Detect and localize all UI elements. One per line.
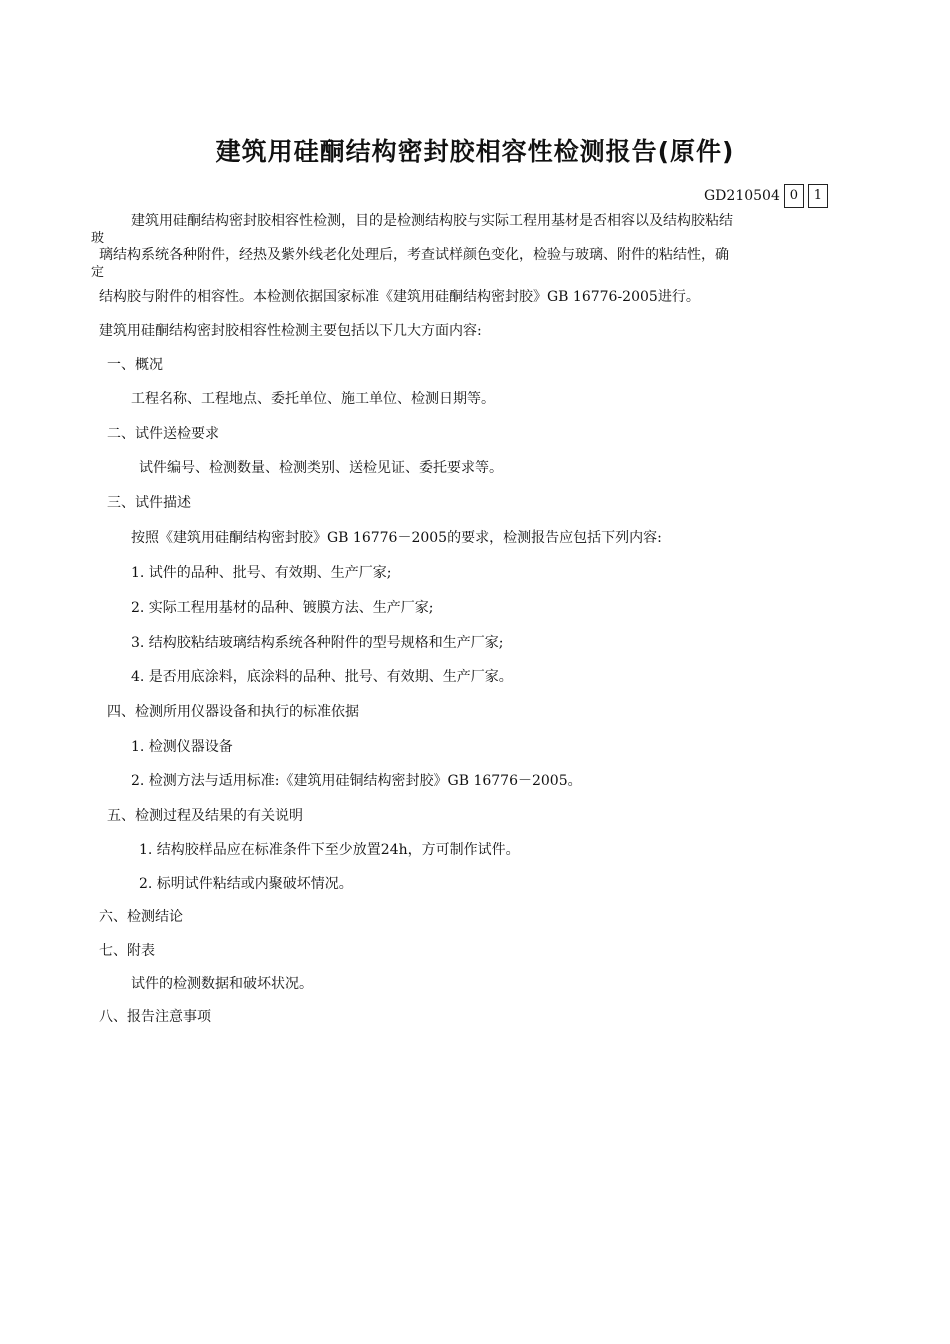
document-code-box-1: 0 <box>784 184 804 208</box>
section-5-heading: 五、检测过程及结果的有关说明 <box>107 808 303 824</box>
intro-line-2-wrap: 定 <box>91 265 105 280</box>
intro-line-4: 建筑用硅酮结构密封胶相容性检测主要包括以下几大方面内容: <box>99 323 482 339</box>
section-4-item-1: 1. 检测仪器设备 <box>131 739 233 755</box>
document-code-box-2: 1 <box>808 184 828 208</box>
intro-line-1-wrap: 玻 <box>91 231 105 246</box>
section-1-content: 工程名称、工程地点、委托单位、施工单位、检测日期等。 <box>131 391 495 407</box>
section-6-heading: 六、检测结论 <box>99 909 183 925</box>
section-3-item-4: 4. 是否用底涂料，底涂料的品种、批号、有效期、生产厂家。 <box>131 669 513 685</box>
section-5-item-2: 2. 标明试件粘结或内聚破坏情况。 <box>139 876 353 892</box>
section-7-content: 试件的检测数据和破坏状况。 <box>131 976 313 992</box>
section-3-item-3: 3. 结构胶粘结玻璃结构系统各种附件的型号规格和生产厂家; <box>131 635 504 651</box>
section-4-item-2: 2. 检测方法与适用标准:《建筑用硅铜结构密封胶》GB 16776－2005。 <box>131 773 582 789</box>
intro-line-2: 璃结构系统各种附件，经热及紫外线老化处理后，考查试样颜色变化，检验与玻璃、附件的粘结性，确 <box>99 247 729 263</box>
document-code <box>704 184 828 208</box>
intro-line-3: 结构胶与附件的相容性。本检测依据国家标准《建筑用硅酮结构密封胶》GB 16776-2005进行。 <box>99 289 700 305</box>
intro-line-1: 建筑用硅酮结构密封胶相容性检测，目的是检测结构胶与实际工程用基材是否相容以及结构胶粘结 <box>131 213 733 229</box>
section-3-item-1: 1. 试件的品种、批号、有效期、生产厂家; <box>131 565 392 581</box>
section-8-heading: 八、报告注意事项 <box>99 1009 211 1025</box>
section-2-content: 试件编号、检测数量、检测类别、送检见证、委托要求等。 <box>139 460 503 476</box>
section-3-heading: 三、试件描述 <box>107 495 191 511</box>
report-title: 建筑用硅酮结构密封胶相容性检测报告(原件) <box>215 137 735 166</box>
section-3-content: 按照《建筑用硅酮结构密封胶》GB 16776－2005的要求，检测报告应包括下列内容: <box>131 530 662 546</box>
section-4-heading: 四、检测所用仪器设备和执行的标准依据 <box>107 704 359 720</box>
section-3-item-2: 2. 实际工程用基材的品种、镀膜方法、生产厂家; <box>131 600 434 616</box>
section-1-heading: 一、概况 <box>107 357 163 373</box>
section-7-heading: 七、附表 <box>99 943 155 959</box>
section-2-heading: 二、试件送检要求 <box>107 426 219 442</box>
document-code-prefix: GD210504 <box>704 188 780 204</box>
section-5-item-1: 1. 结构胶样品应在标准条件下至少放置24h，方可制作试件。 <box>139 842 520 858</box>
